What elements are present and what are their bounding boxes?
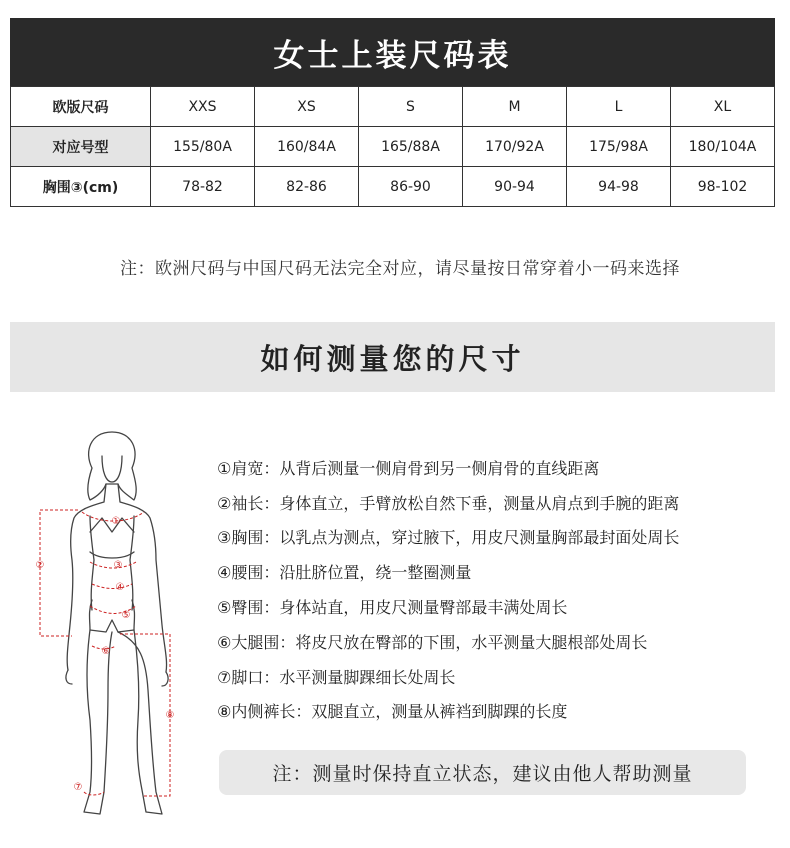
list-item xyxy=(217,659,777,694)
table-cell: XL xyxy=(671,87,775,127)
marker-7: ⑦ xyxy=(73,782,83,793)
list-item xyxy=(217,520,777,555)
table-row xyxy=(11,87,775,127)
step-label: ③胸围： xyxy=(217,528,280,548)
table-cell: 180/104A xyxy=(671,127,775,167)
size-note: 注：欧洲尺码与中国尺码无法完全对应，请尽量按日常穿着小一码来选择 xyxy=(120,259,680,279)
table-cell: 82-86 xyxy=(255,167,359,207)
table-cell: 78-82 xyxy=(151,167,255,207)
marker-8: ⑧ xyxy=(165,710,175,721)
list-item xyxy=(217,485,777,520)
list-item xyxy=(217,450,777,485)
marker-6: ⑥ xyxy=(101,646,111,657)
list-item xyxy=(217,589,777,624)
table-cell: XXS xyxy=(151,87,255,127)
table-cell: 155/80A xyxy=(151,127,255,167)
list-item xyxy=(217,694,777,729)
step-text: 从背后测量一侧肩骨到另一侧肩骨的直线距离 xyxy=(279,458,600,478)
marker-4: ④ xyxy=(115,582,125,593)
table-cell: 86-90 xyxy=(359,167,463,207)
marker-1: ① xyxy=(111,516,121,527)
step-label: ②袖长： xyxy=(217,493,280,513)
list-item xyxy=(217,554,777,589)
table-cell: 170/92A xyxy=(463,127,567,167)
body-figure-illustration xyxy=(20,420,200,840)
marker-5: ⑤ xyxy=(121,610,131,621)
row-header: 对应号型 xyxy=(11,127,151,167)
row-header: 胸围③(cm) xyxy=(11,167,151,207)
how-to-measure-title: 如何测量您的尺寸 xyxy=(10,322,775,392)
step-label: ⑧内侧裤长： xyxy=(217,702,312,722)
table-row xyxy=(11,167,775,207)
list-item xyxy=(217,624,777,659)
step-label: ⑤臀围： xyxy=(217,598,280,618)
measure-tip-note: 注：测量时保持直立状态，建议由他人帮助测量 xyxy=(219,750,746,795)
size-table xyxy=(10,86,775,207)
table-cell: 165/88A xyxy=(359,127,463,167)
table-cell: 90-94 xyxy=(463,167,567,207)
marker-3: ③ xyxy=(113,560,123,571)
step-text: 双腿直立，测量从裤裆到脚踝的长度 xyxy=(311,702,568,722)
row-header: 欧版尺码 xyxy=(11,87,151,127)
body-outline xyxy=(66,432,168,814)
table-row xyxy=(11,127,775,167)
table-cell: L xyxy=(567,87,671,127)
step-label: ④腰围： xyxy=(217,563,280,583)
step-text: 身体直立，手臂放松自然下垂，测量从肩点到手腕的距离 xyxy=(279,493,680,513)
step-label: ⑦脚口： xyxy=(217,667,280,687)
step-label: ⑥大腿围： xyxy=(217,632,296,652)
table-cell: XS xyxy=(255,87,359,127)
table-cell: 98-102 xyxy=(671,167,775,207)
table-cell: M xyxy=(463,87,567,127)
table-cell: 94-98 xyxy=(567,167,671,207)
table-cell: S xyxy=(359,87,463,127)
step-label: ①肩宽： xyxy=(217,458,280,478)
step-text: 沿肚脐位置，绕一整圈测量 xyxy=(279,563,472,583)
step-text: 将皮尺放在臀部的下围，水平测量大腿根部处周长 xyxy=(295,632,648,652)
step-text: 以乳点为测点，穿过腋下，用皮尺测量胸部最封面处周长 xyxy=(279,528,680,548)
measurement-steps xyxy=(217,450,777,728)
table-cell: 175/98A xyxy=(567,127,671,167)
step-text: 水平测量脚踝细长处周长 xyxy=(279,667,456,687)
table-cell: 160/84A xyxy=(255,127,359,167)
step-text: 身体站直，用皮尺测量臀部最丰满处周长 xyxy=(279,598,568,618)
size-chart-title: 女士上装尺码表 xyxy=(10,18,775,86)
marker-2: ② xyxy=(35,560,45,571)
